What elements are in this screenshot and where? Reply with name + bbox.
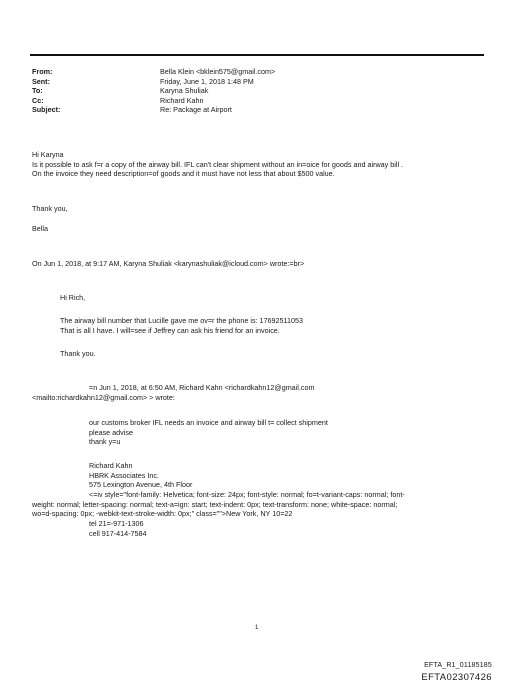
body-paragraph-line-1: Is it possible to ask f=r a copy of the airway bill. IFL can't clear shipment without an in=oice for goods and airway bill . xyxy=(32,159,404,169)
efta-reference-small: EFTA_R1_01185185 xyxy=(424,662,492,669)
subject-value: Re: Package at Airport xyxy=(160,105,232,115)
sent-row xyxy=(32,77,275,87)
quote2-line-3: thank y=u xyxy=(89,437,121,447)
signature-html-artifact xyxy=(32,490,405,519)
quote2-line-1: our customs broker IFL needs an invoice and airway bill t= collect shipment xyxy=(89,418,328,427)
from-value: Bella Klein <bklein575@gmail.com> xyxy=(160,67,276,76)
quote1-line-2: That is all I have. I will=see if Jeffrey can ask his friend for an invoice. xyxy=(60,325,280,335)
quote2-intro-line-1: =n Jun 1, 2018, at 6:50 AM, Richard Kahn <richardkahn12@gmail.com xyxy=(89,383,315,392)
quote2-intro-line-2: <mailto:richardkahn12@gmail.com> > wrote: xyxy=(32,392,175,402)
signature-tel: tel 21=-971-1306 xyxy=(89,519,144,528)
sent-label: Sent: xyxy=(32,76,50,86)
message-body xyxy=(32,150,403,179)
subject-label: Subject: xyxy=(32,105,61,115)
from-row xyxy=(32,67,275,77)
to-row xyxy=(32,86,275,96)
to-label: To: xyxy=(32,86,43,96)
body-greeting: Hi Karyna xyxy=(32,150,64,159)
quote2-intro xyxy=(32,383,314,402)
body-thanks: Thank you, xyxy=(32,204,68,213)
signature-cell: cell 917-414-7584 xyxy=(89,528,147,538)
quote1-thanks: Thank you. xyxy=(60,349,96,358)
html-artifact-line-2: weight: normal; letter-spacing: normal; text-a=ign: start; text-indent: 0px; text-transform: none; white-space: normal; xyxy=(32,499,398,509)
email-header xyxy=(32,67,275,115)
page-number: 1 xyxy=(255,625,259,631)
signature-company: HBRK Associates Inc. xyxy=(89,470,159,480)
to-value: Karyna Shuliak xyxy=(160,86,209,96)
signature-phones xyxy=(89,519,147,538)
body-paragraph-line-2: On the invoice they need description=of goods and it must have not less that about $500 value. xyxy=(32,169,335,179)
quote1-greeting: Hi Rich, xyxy=(60,293,86,302)
quote1-line-1: The airway bill number that Lucille gave me ov=r the phone is: 17692511053 xyxy=(60,316,303,325)
body-signoff: Bella xyxy=(32,224,48,233)
quote2-signature xyxy=(89,461,192,490)
sent-value: Friday, June 1, 2018 1:48 PM xyxy=(160,76,254,86)
html-artifact-line-1: <=iv style="font-family: Helvetica; font-size: 24px; font-style: normal; fo=t-variant-caps: normal; font- xyxy=(89,490,405,499)
subject-row xyxy=(32,105,275,115)
top-divider xyxy=(30,54,484,56)
signature-address: 575 Lexington Avenue, 4th Floor xyxy=(89,480,193,490)
from-label: From: xyxy=(32,67,53,76)
quote2-line-2: please advise xyxy=(89,427,133,437)
quote2-body xyxy=(89,418,328,447)
quote1-body xyxy=(60,316,303,335)
cc-value: Richard Kahn xyxy=(160,95,204,105)
cc-label: Cc: xyxy=(32,95,44,105)
efta-reference-large: EFTA02307426 xyxy=(421,672,492,683)
quote1-intro: On Jun 1, 2018, at 9:17 AM, Karyna Shuliak <karynashuliak@icloud.com> wrote:=br> xyxy=(32,259,305,268)
signature-name: Richard Kahn xyxy=(89,461,133,470)
cc-row xyxy=(32,96,275,106)
html-artifact-line-3: wo=d-spacing: 0px; -webkit-text-stroke-width: 0px;" class="">New York, NY 10=22 xyxy=(32,509,293,519)
